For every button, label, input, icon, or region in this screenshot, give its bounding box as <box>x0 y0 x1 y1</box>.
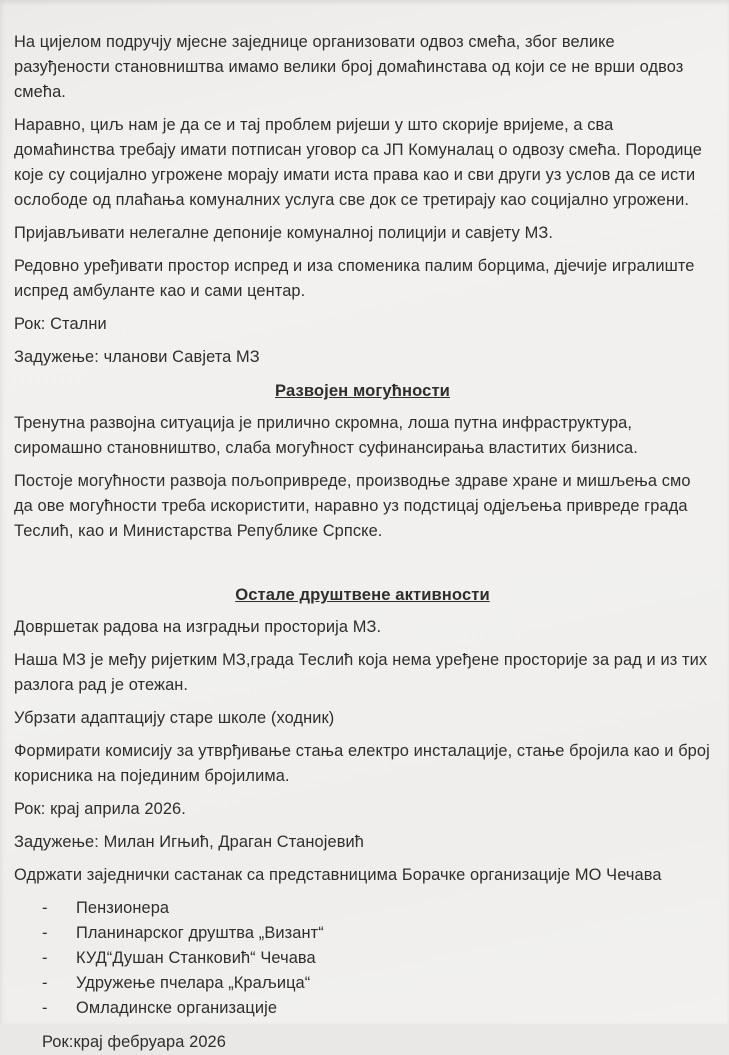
list-item <box>14 971 711 996</box>
section-heading-social: Остале друштвене активности <box>235 585 490 604</box>
dash-bullet: - <box>42 974 48 992</box>
paragraph: Наша МЗ је међу ријетким МЗ,града Теслић која нема уређене просторије за рад и из тих разлога рад је отежан. <box>14 651 708 694</box>
list-item-label: Удружење пчелара „Краљица“ <box>76 974 311 992</box>
paragraph: Тренутна развојна ситуација је прилично скромна, лоша путна инфраструктура, сиромашно становништво, слаба могућност суфинансирања властитих бизниса. <box>14 414 638 457</box>
paragraph: Убрзати адаптацију старе школе (ходник) <box>14 709 335 727</box>
list-item-label: Омладинске организације <box>76 999 278 1017</box>
paragraph: Постоје могућности развоја пољопривреде, производње здраве хране и мишљења смо да ове могућности треба искористити, наравно уз подстицај одјељења привреде града Теслић, као и Министарства Републике Српске. <box>14 472 691 540</box>
paragraph: Формирати комисију за утврђивање стања електро инсталације, стање бројила као и број корисника на појединим бројилима. <box>14 742 710 785</box>
list-item-label: КУД“Душан Станковић“ Чечава <box>76 949 316 967</box>
paragraph: На цијелом подручју мјесне заједнице организовати одвоз смећа, због велике разуђености становништва имамо велики број домаћинстава од који се не врши одвоз смећа. <box>14 33 684 101</box>
paragraph: Одржати заједнички састанак са представницима Борачке организације МО Чечава <box>14 866 662 884</box>
participants-list <box>14 896 711 1021</box>
assignment-text: Задужење: Милан Игњић, Драган Станојевић <box>14 833 364 851</box>
paragraph: Редовно уређивати простор испред и иза споменика палим борцима, дјечије игралиште испред амбуланте као и сами центар. <box>14 257 695 300</box>
deadline-text: Рок: Стални <box>14 315 107 333</box>
list-item-label: Пензионера <box>76 899 170 917</box>
list-item <box>14 946 711 971</box>
list-item <box>14 921 711 946</box>
deadline-text: Рок: крај априла 2026. <box>14 800 186 818</box>
assignment-text: Задужење: чланови Савјета МЗ <box>14 348 260 366</box>
paragraph: Пријављивати нелегалне депоније комуналној полицији и савјету МЗ. <box>14 224 553 242</box>
dash-bullet: - <box>42 999 48 1017</box>
final-deadline-text: Рок:крај фебруара 2026 <box>42 1033 226 1051</box>
paragraph: Наравно, циљ нам је да се и тај проблем ријеши у што скорије вријеме, а сва домаћинства требају имати потписан уговор са ЈП Комуналац о одвозу смећа. Породице које су социјално угрожене морају имати иста права као и сви други уз услов да се исти ослободе од плаћања комуналних услуга све док се третирају као социјално угрожени. <box>14 116 703 209</box>
dash-bullet: - <box>42 949 48 967</box>
paragraph: Довршетак радова на изградњи просторија МЗ. <box>14 618 382 636</box>
dash-bullet: - <box>42 924 48 942</box>
section-heading-development: Развојен могућности <box>275 381 450 400</box>
list-item <box>14 896 711 921</box>
dash-bullet: - <box>42 899 48 917</box>
list-item <box>14 996 711 1021</box>
list-item-label: Планинарског друштва „Визант“ <box>76 924 324 942</box>
